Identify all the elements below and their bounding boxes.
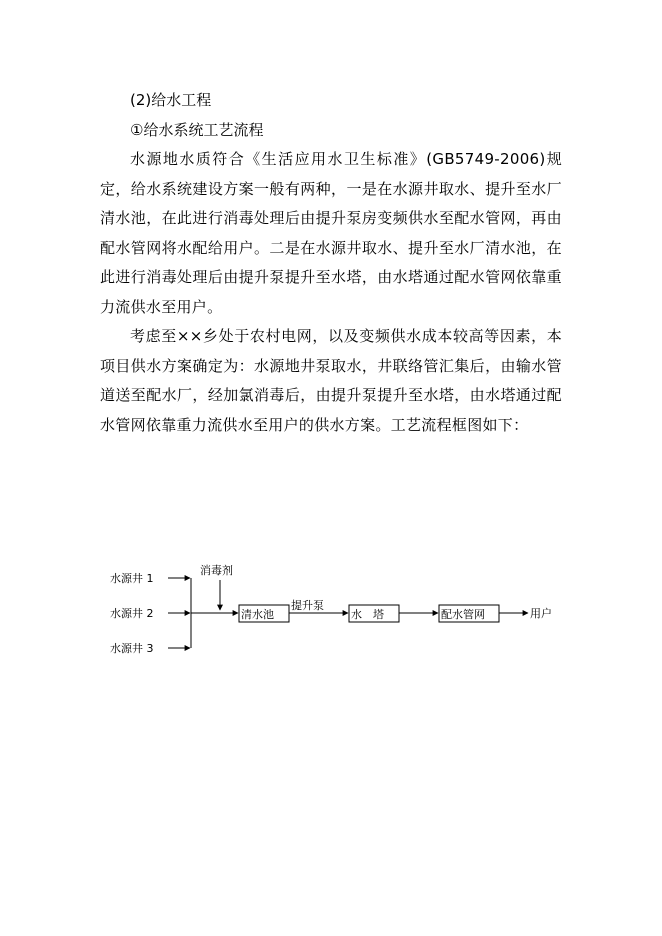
paragraph-water-supply-options: 水源地水质符合《生活应用水卫生标准》(GB5749-2006)规定，给水系统建设方案一般有两种，一是在水源井取水、提升至水厂清水池，在此进行消毒处理后由提升泵房变频供水至配水管网，再由配水管网将水配给用户。二是在水源井取水、提升至水厂清水池，在此进行消毒处理后由提升泵提升至水塔，由水塔通过配水管网依靠重力流供水至用户。 [100, 150, 562, 316]
process-flow-diagram [110, 560, 570, 670]
source-label-2: 水源井 2 [110, 607, 154, 620]
flow-diagram-svg [110, 560, 570, 670]
clear-water-tank-label: 清水池 [241, 608, 274, 621]
subsection-heading: ①给水系统工艺流程 [130, 120, 264, 139]
water-tower-label: 水 塔 [351, 608, 384, 621]
distribution-network-label: 配水管网 [441, 608, 485, 621]
source-label-3: 水源井 3 [110, 642, 154, 655]
document-body [100, 86, 562, 440]
source-label-1: 水源井 1 [110, 572, 154, 585]
users-label: 用户 [530, 607, 552, 620]
pump-label: 提升泵 [291, 599, 324, 612]
section-heading: (2)给水工程 [130, 91, 212, 109]
paragraph-selected-scheme: 考虑至××乡处于农村电网，以及变频供水成本较高等因素，本项目供水方案确定为：水源地井泵取水，井联络管汇集后，由输水管道送至配水厂，经加氯消毒后，由提升泵提升至水塔，由水塔通过配水管网依靠重力流供水至用户的供水方案。工艺流程框图如下： [100, 327, 562, 434]
disinfectant-label: 消毒剂 [200, 564, 233, 577]
